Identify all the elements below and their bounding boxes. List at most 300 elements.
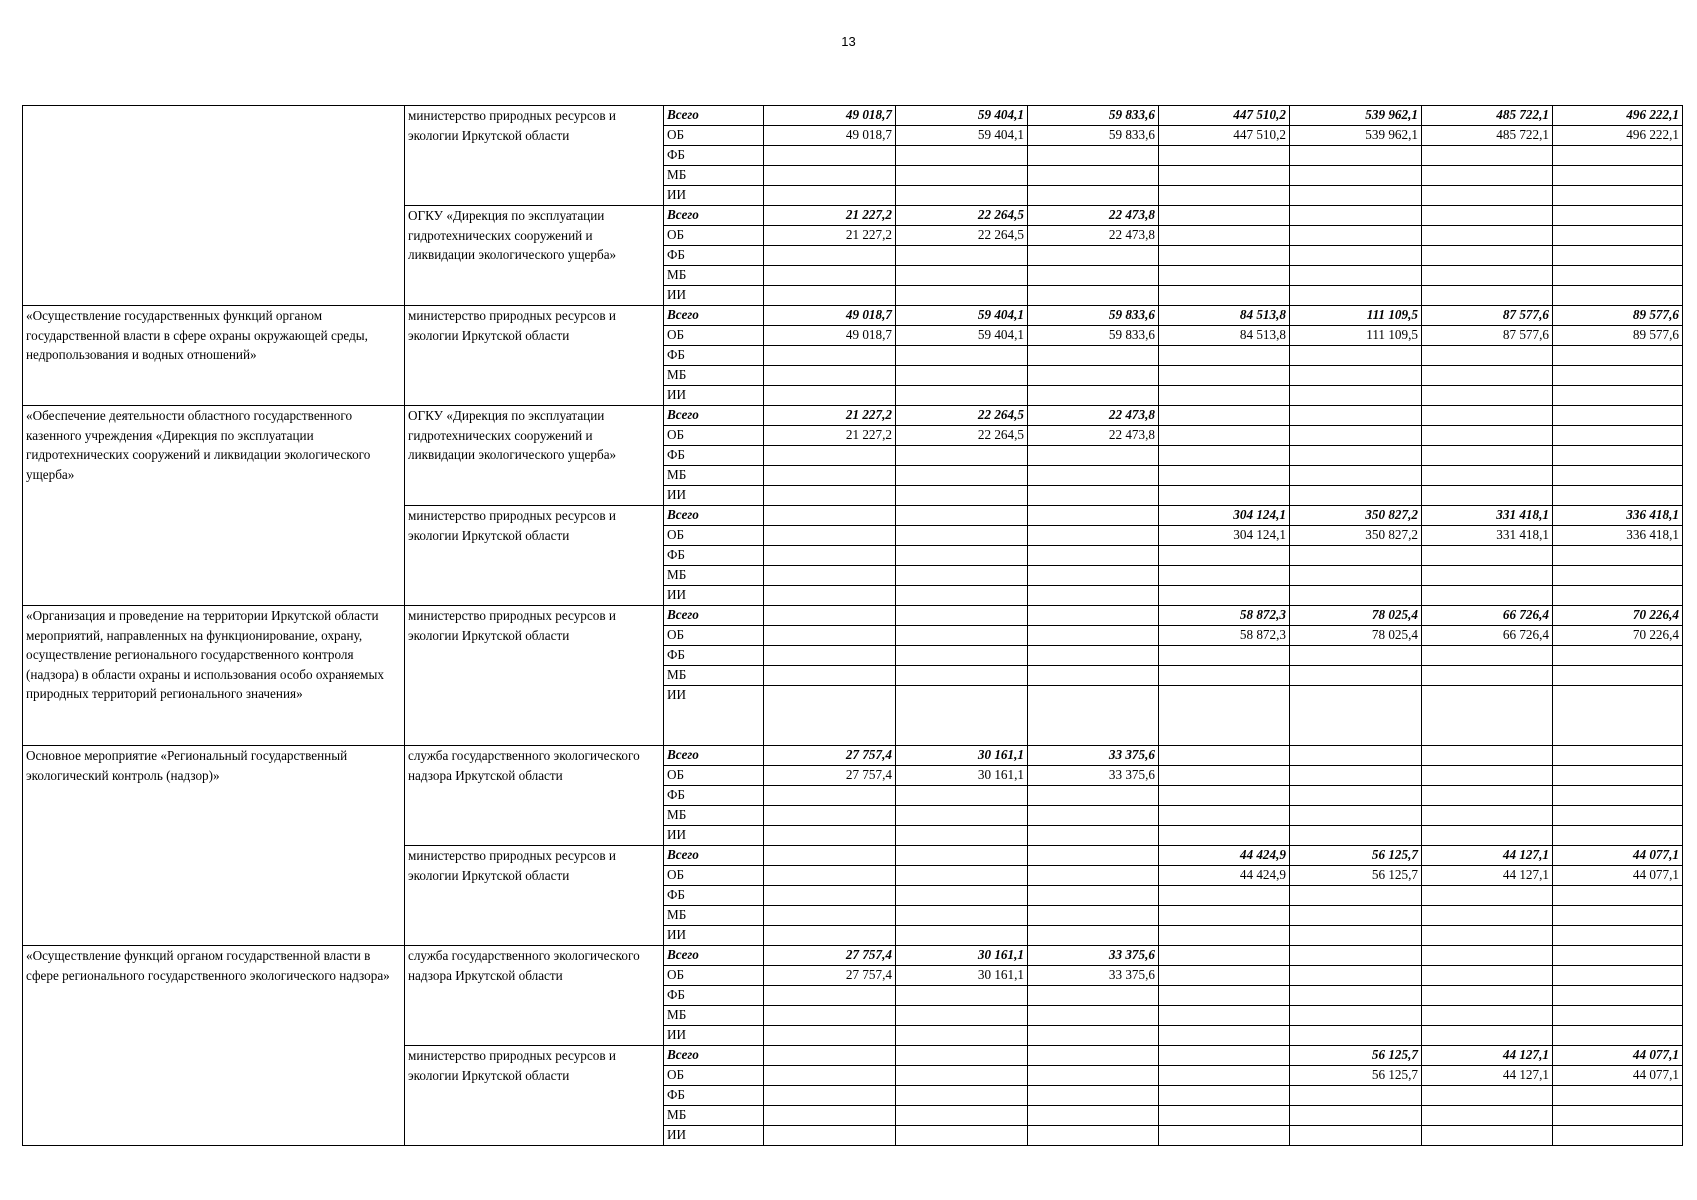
amount-cell bbox=[1553, 986, 1683, 1006]
amount-cell bbox=[1290, 166, 1422, 186]
amount-cell bbox=[1159, 926, 1290, 946]
amount-cell bbox=[1553, 966, 1683, 986]
activity-description bbox=[23, 106, 405, 306]
amount-cell bbox=[1159, 586, 1290, 606]
amount-cell bbox=[1422, 646, 1553, 666]
amount-cell bbox=[896, 346, 1028, 366]
responsible-executor: министерство природных ресурсов и экологии Иркутской области bbox=[405, 506, 664, 606]
amount-cell: 27 757,4 bbox=[764, 946, 896, 966]
funding-source: МБ bbox=[664, 366, 764, 386]
funding-source: ИИ bbox=[664, 826, 764, 846]
activity-description: «Осуществление государственных функций органом государственной власти в сфере охраны окружающей среды, недропользования и водных отношений» bbox=[23, 306, 405, 406]
amount-cell bbox=[1159, 1106, 1290, 1126]
amount-cell: 44 424,9 bbox=[1159, 866, 1290, 886]
amount-cell bbox=[896, 866, 1028, 886]
amount-cell bbox=[1290, 926, 1422, 946]
amount-cell: 44 077,1 bbox=[1553, 846, 1683, 866]
amount-cell bbox=[1422, 946, 1553, 966]
amount-cell bbox=[1422, 226, 1553, 246]
funding-source: Всего bbox=[664, 606, 764, 626]
amount-cell: 56 125,7 bbox=[1290, 1046, 1422, 1066]
amount-cell bbox=[1553, 226, 1683, 246]
amount-cell bbox=[1422, 886, 1553, 906]
amount-cell bbox=[1290, 1026, 1422, 1046]
amount-cell bbox=[1553, 786, 1683, 806]
amount-cell bbox=[764, 386, 896, 406]
amount-cell: 70 226,4 bbox=[1553, 606, 1683, 626]
amount-cell bbox=[764, 906, 896, 926]
amount-cell bbox=[1028, 1106, 1159, 1126]
amount-cell bbox=[764, 646, 896, 666]
amount-cell bbox=[1028, 1046, 1159, 1066]
amount-cell bbox=[764, 286, 896, 306]
amount-cell bbox=[1159, 786, 1290, 806]
funding-source: МБ bbox=[664, 1106, 764, 1126]
amount-cell bbox=[1290, 426, 1422, 446]
amount-cell bbox=[1028, 506, 1159, 526]
amount-cell: 49 018,7 bbox=[764, 106, 896, 126]
amount-cell bbox=[896, 486, 1028, 506]
amount-cell bbox=[1553, 546, 1683, 566]
amount-cell bbox=[1159, 1086, 1290, 1106]
amount-cell bbox=[896, 506, 1028, 526]
amount-cell: 56 125,7 bbox=[1290, 866, 1422, 886]
funding-source: ИИ bbox=[664, 926, 764, 946]
amount-cell bbox=[1290, 826, 1422, 846]
amount-cell bbox=[764, 146, 896, 166]
amount-cell: 485 722,1 bbox=[1422, 106, 1553, 126]
amount-cell bbox=[1553, 346, 1683, 366]
amount-cell bbox=[1290, 206, 1422, 226]
amount-cell bbox=[764, 786, 896, 806]
amount-cell bbox=[1290, 766, 1422, 786]
amount-cell bbox=[1028, 1026, 1159, 1046]
amount-cell bbox=[1159, 486, 1290, 506]
amount-cell bbox=[764, 526, 896, 546]
amount-cell bbox=[1290, 686, 1422, 746]
amount-cell bbox=[1028, 1006, 1159, 1026]
funding-source: Всего bbox=[664, 846, 764, 866]
amount-cell bbox=[1290, 966, 1422, 986]
funding-source: МБ bbox=[664, 1006, 764, 1026]
amount-cell: 21 227,2 bbox=[764, 226, 896, 246]
amount-cell: 59 404,1 bbox=[896, 306, 1028, 326]
amount-cell bbox=[1290, 886, 1422, 906]
responsible-executor: министерство природных ресурсов и экологии Иркутской области bbox=[405, 846, 664, 946]
funding-source: ИИ bbox=[664, 586, 764, 606]
amount-cell: 331 418,1 bbox=[1422, 526, 1553, 546]
amount-cell bbox=[896, 146, 1028, 166]
amount-cell: 59 404,1 bbox=[896, 326, 1028, 346]
amount-cell bbox=[1290, 186, 1422, 206]
amount-cell bbox=[1422, 1126, 1553, 1146]
funding-source: ИИ bbox=[664, 286, 764, 306]
amount-cell bbox=[1553, 366, 1683, 386]
amount-cell bbox=[1028, 826, 1159, 846]
amount-cell bbox=[1422, 446, 1553, 466]
amount-cell bbox=[1028, 1066, 1159, 1086]
table-row bbox=[23, 406, 1683, 426]
table-row bbox=[23, 606, 1683, 626]
amount-cell bbox=[1422, 666, 1553, 686]
amount-cell: 59 833,6 bbox=[1028, 126, 1159, 146]
amount-cell: 539 962,1 bbox=[1290, 106, 1422, 126]
amount-cell bbox=[1028, 1126, 1159, 1146]
amount-cell: 30 161,1 bbox=[896, 766, 1028, 786]
amount-cell bbox=[1553, 1086, 1683, 1106]
amount-cell bbox=[764, 606, 896, 626]
amount-cell bbox=[896, 1006, 1028, 1026]
amount-cell bbox=[1553, 826, 1683, 846]
amount-cell bbox=[1159, 406, 1290, 426]
funding-source: ОБ bbox=[664, 226, 764, 246]
funding-source: МБ bbox=[664, 266, 764, 286]
amount-cell bbox=[896, 886, 1028, 906]
amount-cell bbox=[1422, 926, 1553, 946]
amount-cell bbox=[1290, 266, 1422, 286]
amount-cell: 49 018,7 bbox=[764, 306, 896, 326]
activity-description: Основное мероприятие «Региональный государственный экологический контроль (надзор)» bbox=[23, 746, 405, 946]
amount-cell bbox=[896, 606, 1028, 626]
amount-cell bbox=[1028, 146, 1159, 166]
amount-cell bbox=[764, 1046, 896, 1066]
funding-source: ФБ bbox=[664, 1086, 764, 1106]
amount-cell: 44 127,1 bbox=[1422, 1046, 1553, 1066]
amount-cell bbox=[1159, 1066, 1290, 1086]
amount-cell: 87 577,6 bbox=[1422, 326, 1553, 346]
table-row bbox=[23, 306, 1683, 326]
amount-cell bbox=[896, 906, 1028, 926]
amount-cell bbox=[1028, 606, 1159, 626]
funding-source: МБ bbox=[664, 906, 764, 926]
amount-cell bbox=[1422, 406, 1553, 426]
amount-cell bbox=[1290, 986, 1422, 1006]
amount-cell bbox=[1422, 246, 1553, 266]
table-row bbox=[23, 106, 1683, 126]
amount-cell: 78 025,4 bbox=[1290, 606, 1422, 626]
amount-cell: 111 109,5 bbox=[1290, 306, 1422, 326]
amount-cell bbox=[764, 586, 896, 606]
amount-cell bbox=[896, 1106, 1028, 1126]
amount-cell: 33 375,6 bbox=[1028, 766, 1159, 786]
amount-cell bbox=[1553, 1006, 1683, 1026]
amount-cell bbox=[764, 506, 896, 526]
amount-cell: 84 513,8 bbox=[1159, 306, 1290, 326]
amount-cell bbox=[1159, 806, 1290, 826]
amount-cell bbox=[1159, 1006, 1290, 1026]
funding-source: Всего bbox=[664, 206, 764, 226]
amount-cell bbox=[1553, 146, 1683, 166]
amount-cell: 59 833,6 bbox=[1028, 106, 1159, 126]
amount-cell bbox=[1290, 286, 1422, 306]
funding-source: ОБ bbox=[664, 766, 764, 786]
funding-source: МБ bbox=[664, 166, 764, 186]
amount-cell bbox=[764, 806, 896, 826]
amount-cell: 22 264,5 bbox=[896, 426, 1028, 446]
amount-cell bbox=[1422, 766, 1553, 786]
amount-cell bbox=[896, 1086, 1028, 1106]
amount-cell bbox=[764, 246, 896, 266]
amount-cell bbox=[896, 586, 1028, 606]
amount-cell bbox=[896, 626, 1028, 646]
funding-source: Всего bbox=[664, 306, 764, 326]
amount-cell bbox=[1290, 366, 1422, 386]
amount-cell bbox=[1422, 426, 1553, 446]
amount-cell: 331 418,1 bbox=[1422, 506, 1553, 526]
amount-cell bbox=[1028, 866, 1159, 886]
amount-cell: 44 127,1 bbox=[1422, 1066, 1553, 1086]
amount-cell: 59 404,1 bbox=[896, 126, 1028, 146]
funding-source: ОБ bbox=[664, 966, 764, 986]
amount-cell bbox=[1159, 646, 1290, 666]
amount-cell bbox=[896, 1046, 1028, 1066]
amount-cell bbox=[1422, 346, 1553, 366]
amount-cell bbox=[896, 526, 1028, 546]
amount-cell bbox=[1159, 886, 1290, 906]
amount-cell: 27 757,4 bbox=[764, 766, 896, 786]
amount-cell bbox=[1290, 406, 1422, 426]
amount-cell bbox=[1553, 386, 1683, 406]
funding-source: ФБ bbox=[664, 546, 764, 566]
amount-cell bbox=[1553, 266, 1683, 286]
amount-cell: 22 264,5 bbox=[896, 206, 1028, 226]
amount-cell: 33 375,6 bbox=[1028, 946, 1159, 966]
amount-cell bbox=[1028, 286, 1159, 306]
amount-cell bbox=[1553, 166, 1683, 186]
amount-cell bbox=[1553, 946, 1683, 966]
amount-cell bbox=[1159, 946, 1290, 966]
amount-cell: 350 827,2 bbox=[1290, 506, 1422, 526]
amount-cell bbox=[1553, 566, 1683, 586]
funding-source: ОБ bbox=[664, 866, 764, 886]
amount-cell bbox=[1422, 186, 1553, 206]
amount-cell bbox=[1159, 566, 1290, 586]
amount-cell bbox=[896, 246, 1028, 266]
funding-source: ИИ bbox=[664, 186, 764, 206]
amount-cell bbox=[1028, 1086, 1159, 1106]
amount-cell bbox=[896, 686, 1028, 746]
amount-cell bbox=[896, 646, 1028, 666]
amount-cell bbox=[1290, 146, 1422, 166]
amount-cell bbox=[1422, 746, 1553, 766]
amount-cell bbox=[1553, 766, 1683, 786]
amount-cell bbox=[764, 1086, 896, 1106]
table-row bbox=[23, 746, 1683, 766]
amount-cell bbox=[1159, 266, 1290, 286]
amount-cell bbox=[764, 186, 896, 206]
amount-cell bbox=[1422, 806, 1553, 826]
amount-cell bbox=[896, 1126, 1028, 1146]
amount-cell bbox=[1028, 886, 1159, 906]
amount-cell bbox=[1422, 826, 1553, 846]
amount-cell bbox=[764, 986, 896, 1006]
funding-source: Всего bbox=[664, 1046, 764, 1066]
amount-cell bbox=[764, 366, 896, 386]
amount-cell bbox=[1028, 646, 1159, 666]
amount-cell bbox=[1422, 1086, 1553, 1106]
funding-source: Всего bbox=[664, 406, 764, 426]
amount-cell bbox=[764, 666, 896, 686]
amount-cell bbox=[1553, 446, 1683, 466]
amount-cell bbox=[896, 546, 1028, 566]
activity-description: «Организация и проведение на территории Иркутской области мероприятий, направленных на функционирование, охрану, осуществление регионального государственного контроля (надзора) в области охраны и использования особо охраняемых природных территорий регионального значения» bbox=[23, 606, 405, 746]
amount-cell bbox=[764, 486, 896, 506]
amount-cell bbox=[1422, 466, 1553, 486]
amount-cell bbox=[1553, 1106, 1683, 1126]
amount-cell bbox=[1028, 626, 1159, 646]
amount-cell bbox=[1422, 1006, 1553, 1026]
amount-cell bbox=[896, 366, 1028, 386]
amount-cell: 22 473,8 bbox=[1028, 426, 1159, 446]
amount-cell bbox=[1422, 546, 1553, 566]
funding-source: ОБ bbox=[664, 526, 764, 546]
amount-cell bbox=[764, 846, 896, 866]
amount-cell: 447 510,2 bbox=[1159, 106, 1290, 126]
amount-cell bbox=[764, 546, 896, 566]
amount-cell bbox=[1553, 666, 1683, 686]
amount-cell: 336 418,1 bbox=[1553, 526, 1683, 546]
amount-cell bbox=[1290, 1006, 1422, 1026]
responsible-executor: служба государственного экологического надзора Иркутской области bbox=[405, 746, 664, 846]
amount-cell bbox=[1553, 206, 1683, 226]
amount-cell: 66 726,4 bbox=[1422, 626, 1553, 646]
amount-cell bbox=[1028, 566, 1159, 586]
amount-cell bbox=[1290, 226, 1422, 246]
amount-cell bbox=[1159, 246, 1290, 266]
amount-cell bbox=[1290, 246, 1422, 266]
amount-cell bbox=[1159, 166, 1290, 186]
amount-cell: 21 227,2 bbox=[764, 206, 896, 226]
amount-cell bbox=[1553, 1026, 1683, 1046]
amount-cell: 27 757,4 bbox=[764, 966, 896, 986]
amount-cell: 78 025,4 bbox=[1290, 626, 1422, 646]
amount-cell bbox=[1553, 426, 1683, 446]
amount-cell bbox=[1159, 386, 1290, 406]
amount-cell bbox=[1159, 146, 1290, 166]
amount-cell bbox=[1422, 366, 1553, 386]
amount-cell: 27 757,4 bbox=[764, 746, 896, 766]
amount-cell bbox=[1028, 926, 1159, 946]
amount-cell bbox=[1159, 1126, 1290, 1146]
amount-cell: 89 577,6 bbox=[1553, 326, 1683, 346]
amount-cell bbox=[1028, 266, 1159, 286]
funding-source: ОБ bbox=[664, 1066, 764, 1086]
amount-cell: 89 577,6 bbox=[1553, 306, 1683, 326]
funding-source: МБ bbox=[664, 666, 764, 686]
amount-cell bbox=[764, 626, 896, 646]
amount-cell bbox=[1553, 886, 1683, 906]
amount-cell bbox=[764, 1126, 896, 1146]
amount-cell bbox=[1028, 666, 1159, 686]
responsible-executor: министерство природных ресурсов и экологии Иркутской области bbox=[405, 1046, 664, 1146]
amount-cell bbox=[1159, 986, 1290, 1006]
amount-cell bbox=[1290, 446, 1422, 466]
amount-cell bbox=[1028, 446, 1159, 466]
amount-cell bbox=[1553, 906, 1683, 926]
funding-source: ФБ bbox=[664, 246, 764, 266]
amount-cell: 44 127,1 bbox=[1422, 846, 1553, 866]
amount-cell: 56 125,7 bbox=[1290, 1066, 1422, 1086]
amount-cell: 44 077,1 bbox=[1553, 1066, 1683, 1086]
funding-source: ОБ bbox=[664, 626, 764, 646]
amount-cell bbox=[1028, 166, 1159, 186]
amount-cell: 70 226,4 bbox=[1553, 626, 1683, 646]
amount-cell: 30 161,1 bbox=[896, 946, 1028, 966]
amount-cell bbox=[1290, 666, 1422, 686]
funding-source: МБ bbox=[664, 466, 764, 486]
responsible-executor: ОГКУ «Дирекция по эксплуатации гидротехнических сооружений и ликвидации экологического ущерба» bbox=[405, 406, 664, 506]
funding-source: ИИ bbox=[664, 686, 764, 746]
funding-source: ФБ bbox=[664, 786, 764, 806]
amount-cell bbox=[1159, 426, 1290, 446]
amount-cell bbox=[1422, 486, 1553, 506]
amount-cell bbox=[1553, 1126, 1683, 1146]
amount-cell: 87 577,6 bbox=[1422, 306, 1553, 326]
amount-cell bbox=[1422, 1106, 1553, 1126]
amount-cell bbox=[1028, 486, 1159, 506]
amount-cell bbox=[1159, 546, 1290, 566]
budget-table-body bbox=[23, 106, 1683, 1146]
amount-cell bbox=[1422, 906, 1553, 926]
funding-source: ФБ bbox=[664, 986, 764, 1006]
amount-cell bbox=[1028, 246, 1159, 266]
funding-source: ОБ bbox=[664, 126, 764, 146]
amount-cell bbox=[1290, 646, 1422, 666]
amount-cell bbox=[1422, 386, 1553, 406]
amount-cell: 350 827,2 bbox=[1290, 526, 1422, 546]
amount-cell bbox=[1028, 546, 1159, 566]
amount-cell bbox=[1553, 926, 1683, 946]
budget-table bbox=[22, 105, 1683, 1146]
amount-cell bbox=[1028, 906, 1159, 926]
amount-cell bbox=[1159, 746, 1290, 766]
amount-cell bbox=[764, 446, 896, 466]
amount-cell bbox=[1553, 686, 1683, 746]
amount-cell bbox=[1159, 226, 1290, 246]
amount-cell: 56 125,7 bbox=[1290, 846, 1422, 866]
amount-cell bbox=[896, 1026, 1028, 1046]
amount-cell bbox=[764, 1106, 896, 1126]
amount-cell bbox=[764, 346, 896, 366]
amount-cell bbox=[764, 566, 896, 586]
amount-cell bbox=[896, 166, 1028, 186]
amount-cell bbox=[1159, 826, 1290, 846]
amount-cell bbox=[1553, 286, 1683, 306]
amount-cell bbox=[896, 1066, 1028, 1086]
amount-cell bbox=[1159, 1046, 1290, 1066]
responsible-executor: министерство природных ресурсов и экологии Иркутской области bbox=[405, 106, 664, 206]
amount-cell bbox=[1159, 466, 1290, 486]
funding-source: ФБ bbox=[664, 646, 764, 666]
amount-cell: 539 962,1 bbox=[1290, 126, 1422, 146]
amount-cell bbox=[1028, 366, 1159, 386]
amount-cell bbox=[1290, 586, 1422, 606]
amount-cell: 58 872,3 bbox=[1159, 606, 1290, 626]
amount-cell bbox=[1553, 466, 1683, 486]
amount-cell: 496 222,1 bbox=[1553, 126, 1683, 146]
amount-cell bbox=[764, 926, 896, 946]
responsible-executor: министерство природных ресурсов и экологии Иркутской области bbox=[405, 606, 664, 746]
amount-cell bbox=[896, 446, 1028, 466]
amount-cell bbox=[1422, 986, 1553, 1006]
amount-cell: 66 726,4 bbox=[1422, 606, 1553, 626]
amount-cell bbox=[1290, 1106, 1422, 1126]
amount-cell bbox=[1422, 266, 1553, 286]
amount-cell: 59 833,6 bbox=[1028, 326, 1159, 346]
funding-source: ОБ bbox=[664, 426, 764, 446]
amount-cell bbox=[764, 886, 896, 906]
amount-cell bbox=[1028, 846, 1159, 866]
